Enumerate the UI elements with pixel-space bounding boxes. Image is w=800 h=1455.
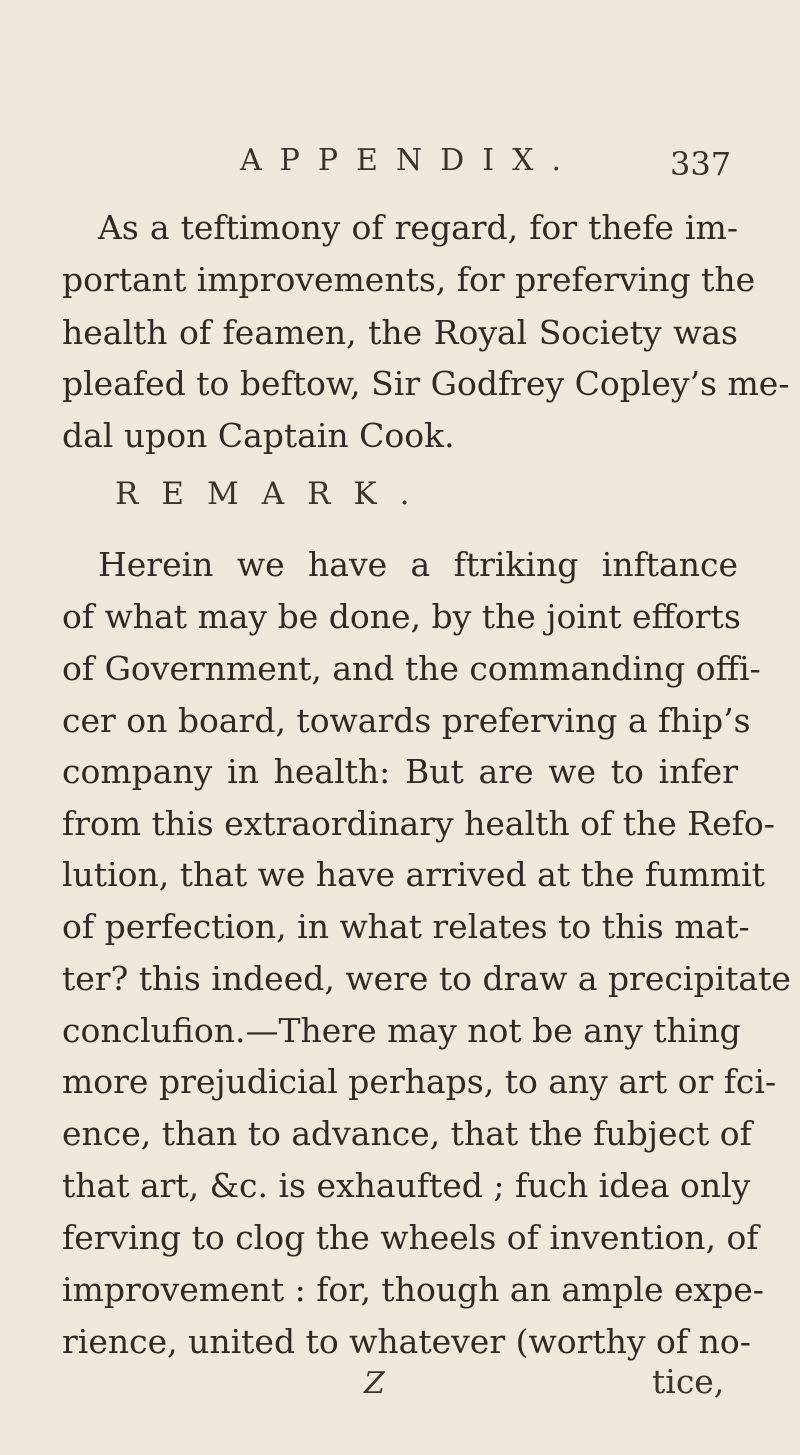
text-line: ter? this indeed, were to draw a precipitate bbox=[62, 959, 791, 998]
text-line: that art, &c. is exhaufted ; fuch idea only bbox=[62, 1166, 751, 1205]
text-line: portant improvements, for preferving the bbox=[62, 260, 756, 299]
text-line: ence, than to advance, that the fubject of bbox=[62, 1114, 752, 1153]
text-line: conclufion.—There may not be any thing bbox=[62, 1011, 741, 1050]
catchword: tice, bbox=[652, 1362, 725, 1401]
text-line: company in health: But are we to infer bbox=[62, 752, 738, 791]
text-line: dal upon Captain Cook. bbox=[62, 416, 455, 455]
running-title: APPENDIX. bbox=[240, 143, 579, 178]
text-line: cer on board, towards preferving a fhip’s bbox=[62, 701, 751, 740]
running-header bbox=[0, 143, 800, 193]
text-line: pleafed to beftow, Sir Godfrey Copley’s me- bbox=[62, 364, 790, 403]
section-heading: REMARK. bbox=[115, 476, 433, 512]
text-line: ferving to clog the wheels of invention, of bbox=[62, 1218, 759, 1257]
text-line: Herein we have a ftriking inftance bbox=[98, 545, 738, 584]
text-line: more prejudicial perhaps, to any art or fci- bbox=[62, 1062, 777, 1101]
text-line: improvement : for, though an ample expe- bbox=[62, 1270, 764, 1309]
text-line: As a teftimony of regard, for thefe im- bbox=[98, 208, 738, 247]
signature-mark: Z bbox=[364, 1366, 385, 1401]
text-line: rience, united to whatever (worthy of no- bbox=[62, 1322, 751, 1361]
text-line: of what may be done, by the joint efforts bbox=[62, 597, 741, 636]
text-line: lution, that we have arrived at the fummit bbox=[62, 855, 765, 894]
page-number: 337 bbox=[670, 145, 732, 183]
text-line: from this extraordinary health of the Refo- bbox=[62, 804, 775, 843]
text-line: of perfection, in what relates to this mat- bbox=[62, 907, 750, 946]
text-line: of Government, and the commanding offi- bbox=[62, 649, 761, 688]
text-line: health of feamen, the Royal Society was bbox=[62, 313, 738, 352]
